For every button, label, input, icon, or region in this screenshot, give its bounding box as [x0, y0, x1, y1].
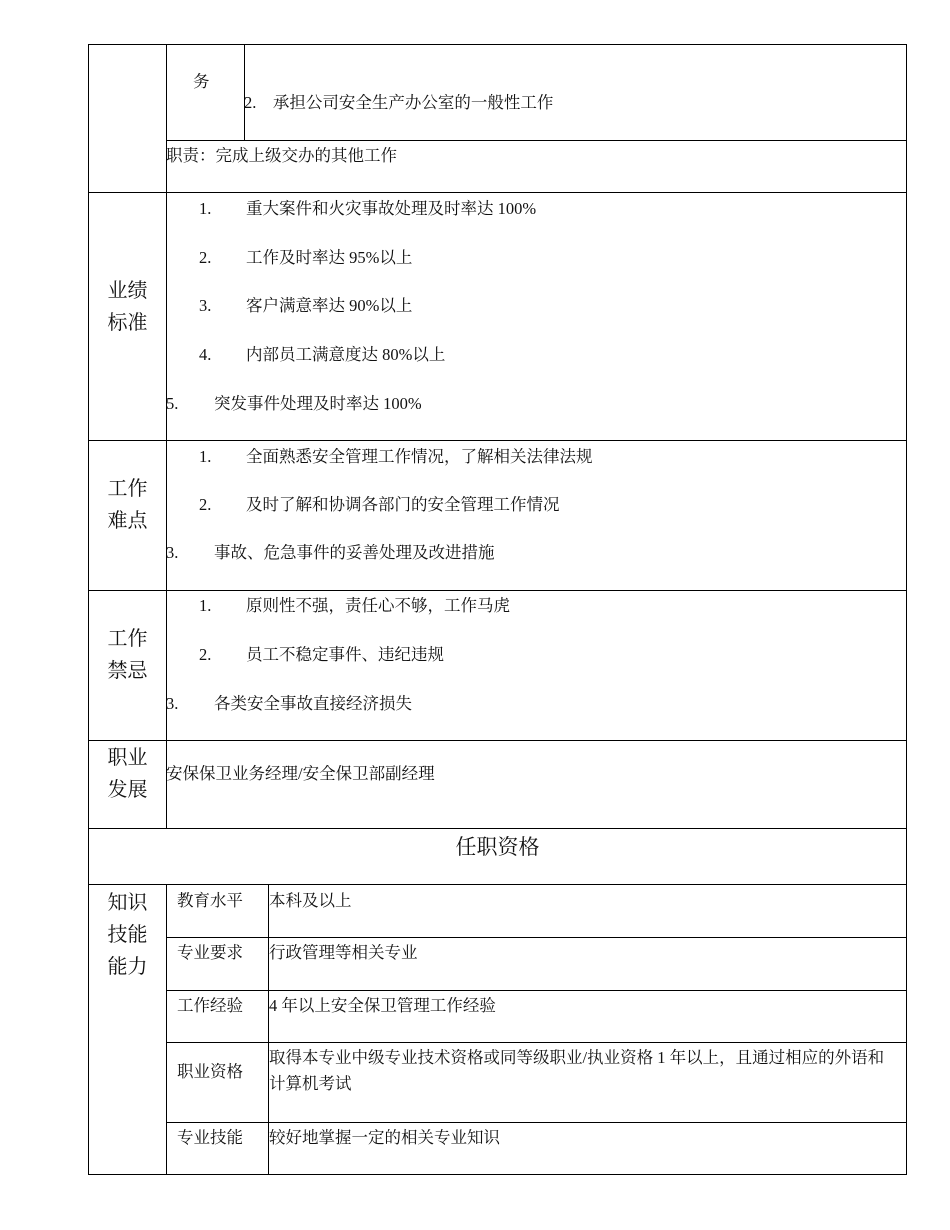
career-label-line: 发展 [107, 779, 148, 801]
duty-item-2: 2. 承担公司安全生产办公室的一般性工作 [244, 93, 554, 112]
row-divider [88, 828, 907, 829]
performance-item-text: 客户满意率达 90%以上 [246, 296, 413, 315]
qualification-label-line: 知识 [107, 892, 148, 914]
taboo-item-num: 2. [199, 645, 212, 664]
taboo-item-num: 3. [166, 694, 179, 713]
difficulty-label [88, 473, 167, 537]
performance-item-num: 4. [199, 345, 212, 364]
qualification-title: 任职资格 [455, 835, 540, 859]
row-divider [166, 937, 907, 938]
row-divider [166, 140, 907, 141]
taboo-item-text: 员工不稳定事件、违纪违规 [246, 645, 444, 664]
qualification-row-value: 4 年以上安全保卫管理工作经验 [269, 996, 496, 1015]
career-path: 安保保卫业务经理/安全保卫部副经理 [166, 764, 435, 783]
difficulty-label-line: 工作 [107, 478, 148, 500]
row-divider [166, 990, 907, 991]
taboo-label [88, 623, 167, 687]
performance-item-num: 1. [199, 199, 212, 218]
difficulty-item-text: 事故、危急事件的妥善处理及改进措施 [214, 543, 495, 562]
qualification-row-name: 专业要求 [177, 943, 243, 962]
taboo-label-line: 工作 [107, 628, 148, 650]
qualification-row-name: 教育水平 [177, 891, 243, 910]
row-divider [88, 590, 907, 591]
performance-item-num: 5. [166, 394, 179, 413]
qualification-row-value: 本科及以上 [269, 891, 352, 910]
performance-item-num: 3. [199, 296, 212, 315]
taboo-item-text: 各类安全事故直接经济损失 [214, 694, 412, 713]
row-divider [88, 440, 907, 441]
difficulty-item-num: 2. [199, 495, 212, 514]
qualification-label [88, 887, 167, 983]
difficulty-label-line: 难点 [107, 510, 148, 532]
career-label-line: 职业 [107, 747, 148, 769]
performance-item-num: 2. [199, 248, 212, 267]
difficulty-item-num: 3. [166, 543, 179, 562]
taboo-item-text: 原则性不强，责任心不够，工作马虎 [246, 596, 510, 615]
duty-other: 职责：完成上级交办的其他工作 [166, 146, 397, 165]
row-divider [88, 192, 907, 193]
career-label [88, 742, 167, 806]
column-divider [244, 44, 245, 140]
qualification-label-line: 技能 [107, 924, 148, 946]
qualification-row-name: 专业技能 [177, 1128, 243, 1147]
qualification-row-name: 工作经验 [177, 996, 243, 1015]
qualification-row-value: 较好地掌握一定的相关专业知识 [269, 1128, 500, 1147]
row-divider [88, 740, 907, 741]
difficulty-item-text: 全面熟悉安全管理工作情况，了解相关法律法规 [246, 447, 593, 466]
performance-item-text: 重大案件和火灾事故处理及时率达 100% [246, 199, 537, 218]
performance-item-text: 工作及时率达 95%以上 [246, 248, 413, 267]
performance-label-line: 业绩 [107, 280, 148, 302]
performance-item-text: 突发事件处理及时率达 100% [214, 394, 422, 413]
performance-label [88, 275, 167, 339]
performance-item-text: 内部员工满意度达 80%以上 [246, 345, 446, 364]
difficulty-item-text: 及时了解和协调各部门的安全管理工作情况 [246, 495, 560, 514]
qualification-row-value: 取得本专业中级专业技术资格或同等级职业/执业资格 1 年以上，且通过相应的外语和计算机考试 [269, 1048, 885, 1093]
taboo-item-num: 1. [199, 596, 212, 615]
qualification-row-value: 行政管理等相关专业 [269, 943, 418, 962]
taboo-label-line: 禁忌 [107, 660, 148, 682]
row-divider [166, 1042, 907, 1043]
row-divider [88, 884, 907, 885]
performance-label-line: 标准 [107, 312, 148, 334]
difficulty-item-num: 1. [199, 447, 212, 466]
qualification-row-name: 职业资格 [177, 1062, 243, 1081]
row-divider [166, 1122, 907, 1123]
duty-subject-label: 务 [193, 72, 210, 91]
qualification-label-line: 能力 [107, 956, 148, 978]
